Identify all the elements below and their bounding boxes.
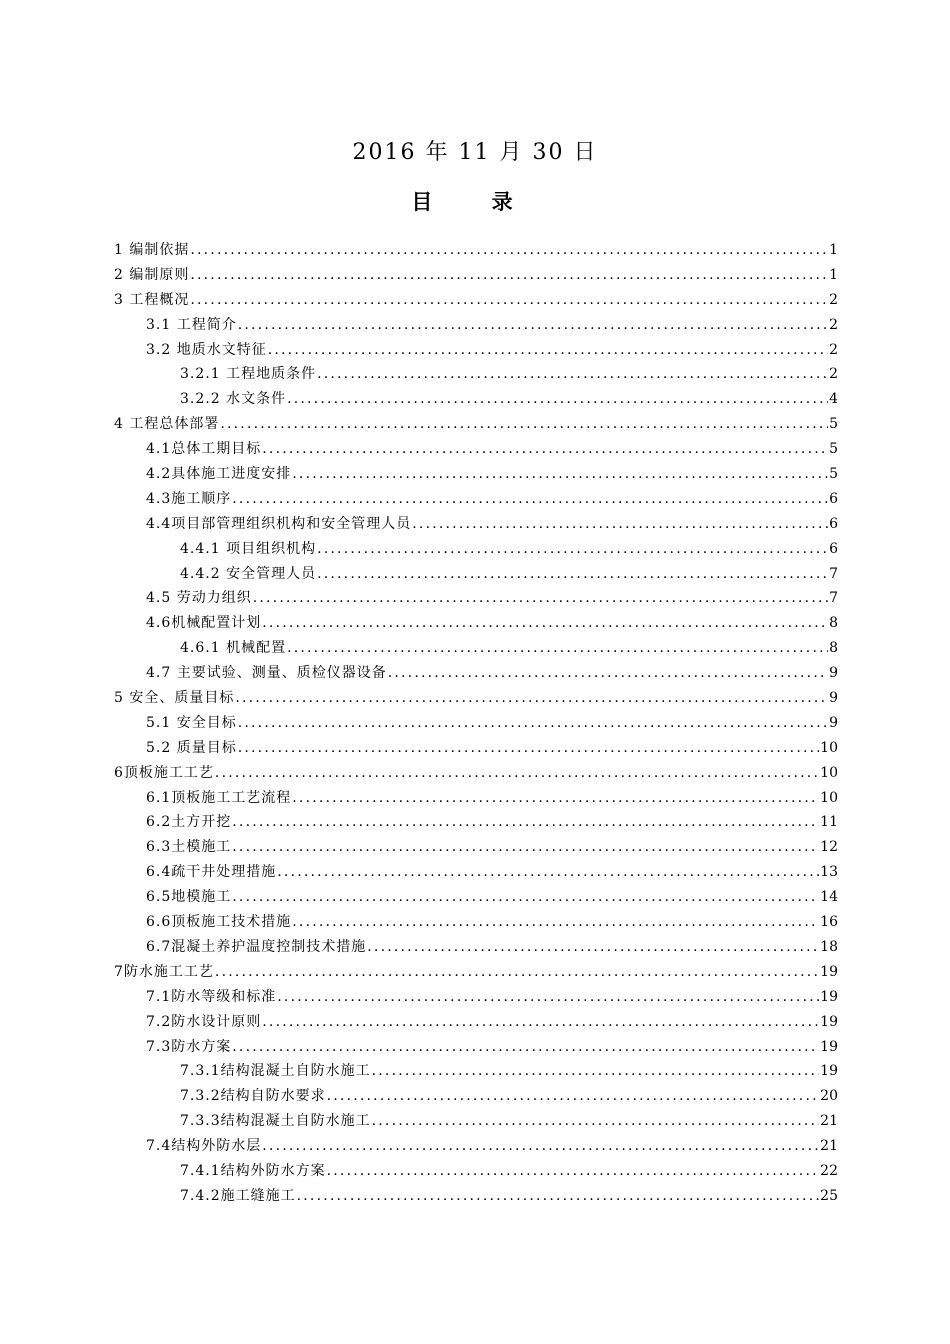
toc-dot-leader	[190, 288, 828, 313]
toc-dot-leader	[327, 1084, 820, 1109]
toc-entry-title: 3 工程概况	[114, 291, 190, 308]
toc-title: 目 录	[411, 189, 539, 214]
toc-entry-title: 1 编制依据	[114, 242, 190, 258]
toc-dot-leader	[190, 238, 828, 263]
toc-entry[interactable]	[114, 611, 838, 636]
toc-page-number: 2	[829, 291, 838, 308]
toc-page-number: 6	[829, 515, 838, 532]
toc-dot-leader	[235, 686, 828, 711]
toc-page-number: 9	[829, 690, 838, 707]
toc-page-number: 19	[820, 1038, 838, 1055]
toc-dot-leader	[292, 462, 828, 487]
toc-entry[interactable]	[114, 910, 838, 935]
toc-entry-title: 6.2土方开挖	[146, 814, 232, 831]
toc-entry[interactable]	[114, 1159, 838, 1184]
toc-page-number: 19	[820, 963, 838, 980]
toc-entry-title: 6.5地模施工	[146, 889, 232, 906]
toc-dot-leader	[238, 711, 828, 736]
toc-page-number: 9	[829, 665, 838, 682]
toc-entry[interactable]	[114, 810, 838, 835]
toc-entry-title: 5 安全、质量目标	[114, 690, 235, 707]
toc-entry[interactable]	[114, 1109, 838, 1134]
toc-entry-title: 4.5 劳动力组织	[146, 590, 252, 607]
toc-page-number: 10	[820, 789, 838, 806]
toc-dot-leader	[317, 562, 828, 587]
toc-entry[interactable]	[114, 313, 838, 338]
toc-entry[interactable]	[114, 661, 838, 686]
toc-entry-title: 7.2防水设计原则	[146, 1013, 262, 1030]
document-date: 2016 年 11 月 30 日	[352, 140, 598, 165]
toc-entry[interactable]	[114, 288, 838, 313]
toc-page-number: 22	[820, 1162, 838, 1179]
toc-entry-title: 4.4.2 安全管理人员	[180, 565, 317, 582]
toc-entry[interactable]	[114, 387, 838, 412]
toc-entry[interactable]	[114, 736, 838, 761]
toc-dot-leader	[412, 512, 828, 537]
toc-entry[interactable]	[114, 860, 838, 885]
toc-page-number: 12	[820, 839, 838, 856]
toc-entry[interactable]	[114, 512, 838, 537]
toc-dot-leader	[253, 586, 828, 611]
toc-dot-leader	[327, 1159, 820, 1184]
toc-page-number: 7	[829, 565, 838, 582]
toc-dot-leader	[232, 810, 819, 835]
toc-dot-leader	[215, 960, 819, 985]
toc-entry[interactable]	[114, 960, 838, 985]
toc-dot-leader	[262, 611, 828, 636]
toc-page-number: 1	[829, 242, 838, 258]
toc-page-number: 8	[829, 640, 838, 657]
toc-page-number: 19	[820, 1063, 838, 1080]
toc-entry-title: 2 编制原则	[114, 266, 190, 283]
toc-entry[interactable]	[114, 412, 838, 437]
toc-entry[interactable]	[114, 487, 838, 512]
toc-entry-title: 4.1总体工期目标	[146, 441, 262, 458]
toc-page-number: 4	[829, 391, 838, 408]
toc-entry-title: 6.3土模施工	[146, 839, 232, 856]
toc-entry[interactable]	[114, 985, 838, 1010]
toc-dot-leader	[287, 387, 828, 412]
toc-entry[interactable]	[114, 885, 838, 910]
toc-page-number: 20	[820, 1088, 838, 1105]
toc-entry[interactable]	[114, 586, 838, 611]
toc-entry[interactable]	[114, 711, 838, 736]
toc-entry-title: 4 工程总体部署	[114, 416, 220, 433]
toc-dot-leader	[372, 1109, 820, 1134]
toc-dot-leader	[262, 1010, 819, 1035]
toc-dot-leader	[232, 1035, 819, 1060]
toc-dot-leader	[292, 786, 819, 811]
toc-entry[interactable]	[114, 462, 838, 487]
toc-entry-title: 3.2 地质水文特征	[146, 341, 267, 358]
toc-page-number: 2	[829, 366, 838, 383]
toc-page-number: 21	[820, 1113, 838, 1130]
toc-dot-leader	[215, 761, 819, 786]
toc-page-number: 21	[820, 1138, 838, 1155]
toc-page-number: 19	[820, 1013, 838, 1030]
toc-entry-title: 6.1顶板施工工艺流程	[146, 789, 292, 806]
toc-page-number: 10	[820, 764, 838, 781]
toc-entry[interactable]	[114, 338, 838, 363]
toc-dot-leader	[268, 338, 828, 363]
toc-entry-title: 3.2.2 水文条件	[180, 391, 287, 408]
toc-entry[interactable]	[114, 437, 838, 462]
toc-entry[interactable]	[114, 1134, 838, 1159]
toc-page-number: 9	[829, 714, 838, 731]
toc-entry-title: 7.4.1结构外防水方案	[180, 1162, 326, 1179]
toc-entry-title: 5.1 安全目标	[146, 714, 237, 731]
toc-dot-leader	[372, 1059, 820, 1084]
toc-entry-title: 7.1防水等级和标准	[146, 988, 277, 1005]
toc-entry-title: 7.3.3结构混凝土自防水施工	[180, 1113, 371, 1130]
toc-dot-leader	[238, 736, 819, 761]
toc-entry-title: 7.3.1结构混凝土自防水施工	[180, 1063, 371, 1080]
toc-entry-title: 6.6顶板施工技术措施	[146, 914, 292, 931]
toc-entry-title: 3.1 工程简介	[146, 316, 237, 333]
toc-entry-title: 4.6机械配置计划	[146, 615, 262, 632]
toc-page-number: 19	[820, 988, 838, 1005]
toc-entry-title: 4.3施工顺序	[146, 490, 232, 507]
toc-entry-title: 7.3防水方案	[146, 1038, 232, 1055]
toc-dot-leader	[277, 860, 819, 885]
toc-dot-leader	[190, 263, 828, 288]
toc-dot-leader	[232, 835, 819, 860]
toc-dot-leader	[232, 487, 828, 512]
toc-entry-title: 7.3.2结构自防水要求	[180, 1088, 326, 1105]
toc-dot-leader	[388, 661, 828, 686]
toc-entry-title: 6.4疏干井处理措施	[146, 864, 277, 881]
toc-dot-leader	[238, 313, 828, 338]
toc-page-number: 16	[820, 914, 838, 931]
toc-entry[interactable]	[114, 761, 838, 786]
toc-entry[interactable]	[114, 1084, 838, 1109]
toc-entry-title: 6顶板施工工艺	[114, 764, 214, 781]
toc-page-number: 14	[820, 889, 838, 906]
toc-page-number: 7	[829, 590, 838, 607]
toc-dot-leader	[317, 362, 828, 387]
toc-page-number: 11	[820, 814, 838, 831]
toc-dot-leader	[232, 885, 819, 910]
toc-dot-leader	[292, 910, 819, 935]
toc-entry[interactable]	[114, 537, 838, 562]
toc-entry-title: 7.4结构外防水层	[146, 1138, 262, 1155]
toc-page-number: 13	[820, 864, 838, 881]
toc-page-number: 2	[829, 341, 838, 358]
toc-page-number: 25	[820, 1187, 838, 1204]
toc-entry[interactable]	[114, 238, 838, 263]
toc-page-number: 5	[829, 441, 838, 458]
toc-dot-leader	[317, 537, 828, 562]
toc-entry[interactable]	[114, 362, 838, 387]
toc-dot-leader	[220, 412, 828, 437]
toc-dot-leader	[367, 935, 819, 960]
toc-page-number: 1	[829, 266, 838, 283]
toc-entry-title: 4.2具体施工进度安排	[146, 466, 292, 483]
toc-entry-title: 3.2.1 工程地质条件	[180, 366, 317, 383]
toc-entry-title: 7防水施工工艺	[114, 963, 214, 980]
toc-page-number: 10	[820, 739, 838, 756]
toc-entry[interactable]	[114, 786, 838, 811]
toc-entry-title: 4.7 主要试验、测量、质检仪器设备	[146, 665, 387, 682]
toc-page-number: 6	[829, 490, 838, 507]
toc-dot-leader	[262, 437, 828, 462]
toc-page-number: 5	[829, 416, 838, 433]
toc-page-number: 5	[829, 466, 838, 483]
table-of-contents	[114, 238, 838, 1209]
toc-entry[interactable]	[114, 1059, 838, 1084]
toc-entry-title: 4.6.1 机械配置	[180, 640, 287, 657]
toc-dot-leader	[297, 1184, 820, 1209]
toc-dot-leader	[262, 1134, 819, 1159]
toc-entry-title: 4.4项目部管理组织机构和安全管理人员	[146, 515, 412, 532]
toc-page-number: 18	[820, 938, 838, 955]
toc-entry[interactable]	[114, 1184, 838, 1209]
toc-entry[interactable]	[114, 686, 838, 711]
toc-entry[interactable]	[114, 935, 838, 960]
toc-entry-title: 7.4.2施工缝施工	[180, 1187, 296, 1204]
toc-entry-title: 5.2 质量目标	[146, 739, 237, 756]
toc-entry[interactable]	[114, 562, 838, 587]
toc-entry[interactable]	[114, 1035, 838, 1060]
toc-dot-leader	[287, 636, 828, 661]
toc-entry[interactable]	[114, 263, 838, 288]
toc-page-number: 6	[829, 540, 838, 557]
toc-entry[interactable]	[114, 835, 838, 860]
toc-entry[interactable]	[114, 636, 838, 661]
toc-dot-leader	[277, 985, 819, 1010]
toc-entry-title: 4.4.1 项目组织机构	[180, 540, 317, 557]
toc-page-number: 2	[829, 316, 838, 333]
toc-entry-title: 6.7混凝土养护温度控制技术措施	[146, 938, 367, 955]
toc-entry[interactable]	[114, 1010, 838, 1035]
toc-page-number: 8	[829, 615, 838, 632]
